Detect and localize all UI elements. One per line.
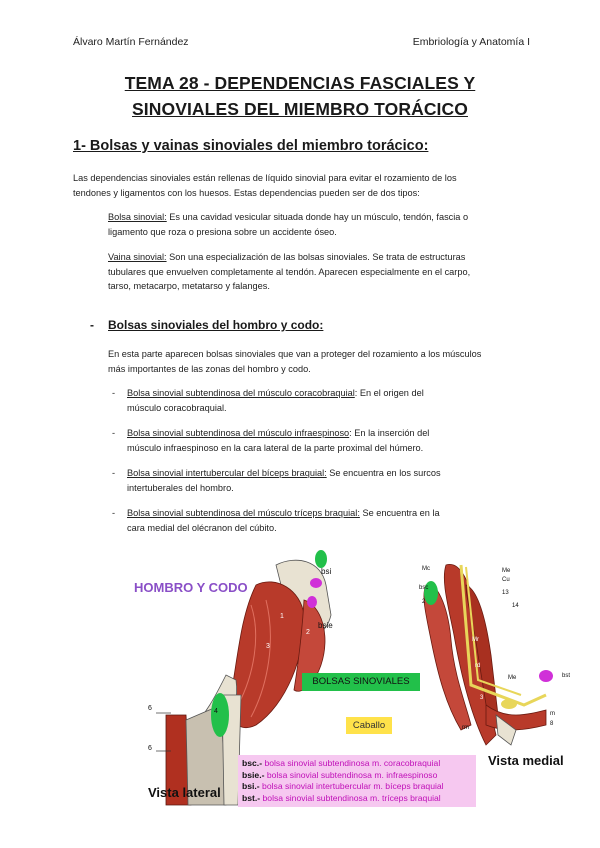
- section2-intro-line-1: En esta parte aparecen bolsas sinoviales que van a proteger del rozamiento a los músculos: [108, 349, 482, 359]
- label-2: 2: [306, 629, 310, 636]
- label-6a: 6: [148, 705, 152, 712]
- legend-abbr: bsie.-: [242, 769, 265, 780]
- label-bsi: bsi: [321, 567, 332, 576]
- label-rd: rd: [475, 663, 481, 669]
- definition-term-bolsa: Bolsa sinovial:: [108, 212, 167, 222]
- label-1: 1: [280, 613, 284, 620]
- definition-text-vaina-1: Son una especialización de las bolsas sinoviales. Se trata de estructuras: [166, 252, 466, 262]
- bursa-text-line-2: cara medial del olécranon del cúbito.: [127, 522, 277, 533]
- bursa-magenta-bsie: [307, 596, 317, 608]
- bullet-dash: -: [112, 428, 116, 438]
- bursa-text: : En la inserción del: [349, 428, 430, 438]
- bursa-term: Bolsa sinovial intertubercular del bíceps braquial:: [127, 468, 327, 478]
- definition-term-vaina: Vaina sinovial:: [108, 252, 167, 262]
- legend-abbr: bst.-: [242, 792, 261, 803]
- definition-text-bolsa-2: ligamento que roza o presiona sobre un accidente óseo.: [108, 226, 337, 237]
- label-3: 3: [266, 643, 270, 650]
- legend-text: bolsa sinovial subtendinosa m. tríceps braquial: [260, 792, 441, 803]
- bursa-item-2: [112, 426, 487, 455]
- label-rm: rm: [462, 725, 469, 731]
- label-me-top: Me: [502, 568, 511, 574]
- label-medial-2: 2: [422, 599, 426, 605]
- legend-item-bst: [242, 793, 472, 805]
- label-14: 14: [512, 603, 519, 609]
- bullet-dash: -: [112, 468, 116, 478]
- view-lateral-label: Vista lateral: [148, 785, 221, 800]
- definition-text-bolsa-1: Es una cavidad vesicular situada donde hay un músculo, tendón, fascia o: [166, 212, 469, 222]
- bullet-dash: -: [112, 508, 116, 518]
- definition-text-vaina-2: tubulares que envuelven completamente al tendón. Aparecen especialmente en el carpo,: [108, 266, 471, 277]
- legend-item-bsi: [242, 781, 472, 793]
- intro-line-2: tendones y ligamentos con los huesos. Estas dependencias pueden ser de dos tipos:: [73, 187, 420, 198]
- legend-abbr: bsi.-: [242, 781, 260, 791]
- bursa-magenta-bst: [539, 670, 553, 682]
- legend-text: bolsa sinovial intertubercular m. bíceps braquial: [259, 781, 444, 791]
- figure-center-box: BOLSAS SINOVIALES: [302, 673, 420, 691]
- legend-abbr: bsc.-: [242, 758, 263, 768]
- legend-box: [238, 755, 476, 807]
- anatomy-figure: [126, 545, 586, 845]
- header-course: Embriología y Anatomía I: [412, 36, 530, 48]
- definition-bolsa: [108, 210, 528, 239]
- label-medial-3: 3: [480, 695, 484, 701]
- title-line-2: SINOVIALES DEL MIEMBRO TORÁCICO: [132, 99, 468, 119]
- bursa-text: Se encuentra en la: [359, 508, 440, 518]
- header-author: Álvaro Martín Fernández: [73, 36, 189, 48]
- section2-intro: [108, 347, 481, 376]
- label-cu: Cu: [502, 577, 510, 583]
- bursa-green-lateral-elbow: [211, 693, 229, 737]
- section1-intro: [73, 171, 457, 200]
- bursa-term: Bolsa sinovial subtendinosa del músculo infraespinoso: [127, 428, 350, 438]
- label-6b: 6: [148, 745, 152, 752]
- intro-line-1: Las dependencias sinoviales están rellenas de líquido sinovial para evitar el rozamiento de los: [73, 173, 457, 183]
- legend-text: bolsa sinovial subtendinosa m. infraespinoso: [264, 769, 438, 780]
- label-4: 4: [214, 708, 218, 715]
- bursa-text-line-2: músculo infraespinoso en la cara lateral de la parte proximal del húmero.: [127, 442, 424, 453]
- label-mr: Mr: [472, 637, 479, 643]
- label-bsie: bsie: [318, 621, 333, 630]
- label-bsc: bsc: [419, 585, 429, 591]
- bursa-item-1: [112, 386, 487, 415]
- definition-vaina: [108, 250, 528, 294]
- section2-heading: [90, 318, 323, 332]
- definition-text-vaina-3: tarso, metacarpo, metatarso y falanges.: [108, 281, 270, 291]
- page-title: [60, 70, 540, 122]
- label-m: m: [550, 711, 555, 717]
- legend-item-bsc: [242, 758, 472, 770]
- bursa-text: Se encuentra en los surcos: [326, 468, 441, 478]
- bursa-term: Bolsa sinovial subtendinosa del músculo tríceps braquial:: [127, 508, 360, 518]
- bursa-item-4: [112, 506, 487, 535]
- view-medial-label: Vista medial: [488, 753, 564, 768]
- label-13: 13: [502, 590, 509, 596]
- section2-intro-line-2: más importantes de las zonas del hombro y codo.: [108, 363, 311, 374]
- label-bst: bst: [562, 673, 571, 679]
- label-mc: Mc: [422, 566, 430, 572]
- label-me: Me: [508, 675, 517, 681]
- bursa-text-line-2: intertuberales del hombro.: [127, 482, 234, 493]
- label-8: 8: [550, 721, 554, 727]
- bursa-magenta-bsi: [310, 578, 322, 588]
- medial-view-drawing: [424, 564, 546, 745]
- bursa-term: Bolsa sinovial subtendinosa del músculo coracobraquial: [127, 388, 355, 398]
- section2-dash: -: [90, 318, 94, 332]
- section1-heading: 1- Bolsas y vainas sinoviales del miembro torácico:: [73, 138, 429, 154]
- bursa-text-line-2: músculo coracobraquial.: [127, 402, 227, 413]
- figure-species: Caballo: [346, 717, 392, 734]
- bursa-green-lateral-top: [315, 550, 327, 568]
- bursa-yellow-medial: [501, 699, 517, 709]
- bursa-text: : En el origen del: [354, 388, 424, 398]
- title-line-1: TEMA 28 - DEPENDENCIAS FASCIALES Y: [124, 73, 476, 93]
- legend-text: bolsa sinovial subtendinosa m. coracobraquial: [262, 758, 441, 768]
- section2-heading-label: Bolsas sinoviales del hombro y codo:: [108, 318, 324, 332]
- legend-item-bsie: [242, 770, 472, 782]
- figure-title: HOMBRO Y CODO: [134, 580, 248, 595]
- bullet-dash: -: [112, 388, 116, 398]
- bursa-item-3: [112, 466, 487, 495]
